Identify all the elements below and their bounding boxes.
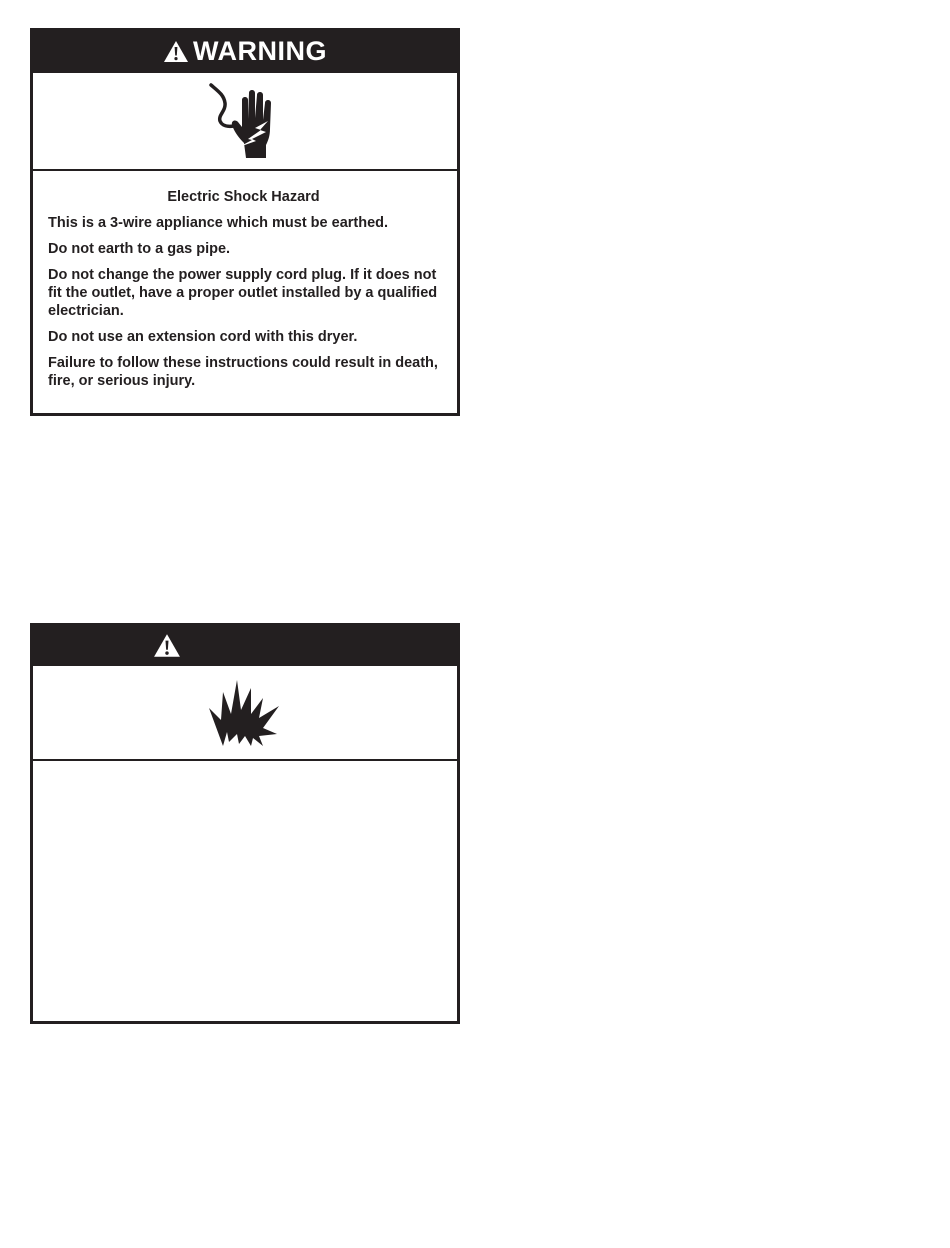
hazard-title: Electric Shock Hazard (167, 189, 320, 205)
instruction-line: Do not use an extension cord with this dryer. (48, 329, 358, 345)
warning-triangle-icon (153, 633, 181, 658)
warning-triangle-icon (163, 40, 189, 63)
hazard-text-panel (33, 171, 457, 390)
hazard-text-panel (33, 761, 457, 779)
warning-header (33, 626, 457, 666)
electric-shock-hand-icon (208, 81, 282, 161)
instruction-line: This is a 3-wire appliance which must be earthed. (48, 215, 389, 231)
symbol-panel (33, 666, 457, 761)
explosion-icon (207, 678, 283, 748)
warning-title: WARNING (193, 35, 327, 66)
warning-header (33, 31, 457, 73)
instruction-line: Do not change the power supply cord plug. If it does not fit the outlet, have a proper outlet installed by a qualified electrician. (48, 267, 438, 319)
warning-box-electric-shock (30, 28, 460, 416)
instruction-line: Failure to follow these instructions could result in death, fire, or serious injury. (48, 355, 438, 389)
warning-box-explosion (30, 623, 460, 1024)
instruction-line: Do not earth to a gas pipe. (48, 241, 231, 257)
symbol-panel (33, 73, 457, 171)
